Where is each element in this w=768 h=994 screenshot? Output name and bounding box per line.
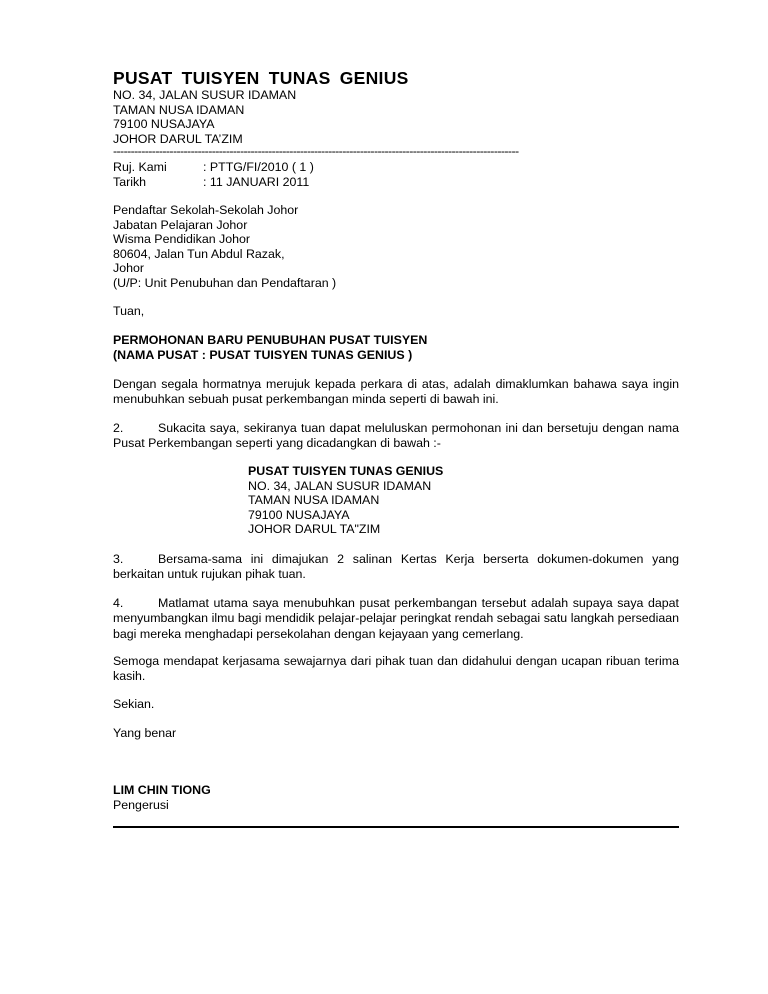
proposed-address-line: NO. 34, JALAN SUSUR IDAMAN	[248, 478, 432, 493]
paragraph-text: Bersama-sama ini dimajukan 2 salinan Kertas Kerja berserta dokumen-dokumen yang berkaitan untuk rujukan pihak tuan.	[113, 552, 679, 582]
proposed-address-line: JOHOR DARUL TA"ZIM	[248, 522, 381, 537]
tarikh-label: Tarikh	[113, 174, 147, 189]
recipient-line: Johor	[113, 261, 144, 276]
subject-heading	[113, 333, 427, 362]
recipient-line: Wisma Pendidikan Johor	[113, 232, 251, 247]
recipient-line: Pendaftar Sekolah-Sekolah Johor	[113, 203, 299, 217]
reference-row	[113, 160, 314, 175]
proposed-address-line: 79100 NUSAJAYA	[248, 507, 350, 522]
subject-line: (NAMA PUSAT : PUSAT TUISYEN TUNAS GENIUS )	[113, 347, 413, 362]
paragraph-text: Matlamat utama saya menubuhkan pusat perkembangan tersebut adalah supaya saya dapat menyumbangkan ilmu bagi mendidik pelajar-pelajar peringkat rendah sebagai satu langkah persediaan bagi mereka menghadapi persekolahan dengan kejayaan yang cemerlang.	[113, 596, 679, 641]
date-row	[113, 175, 314, 190]
recipient-line: Jabatan Pelajaran Johor	[113, 217, 248, 232]
subject-line: PERMOHONAN BARU PENUBUHAN PUSAT TUISYEN	[113, 333, 428, 347]
paragraph-number: 3.	[113, 552, 124, 566]
sekian-text: Sekian.	[113, 697, 155, 711]
paragraph-text: Sukacita saya, sekiranya tuan dapat meluluskan permohonan ini dan bersetuju dengan nama Pusat Perkembangan seperti yang dicadangkan di bawah :-	[113, 421, 679, 451]
intro-paragraph: Dengan segala hormatnya merujuk kepada perkara di atas, adalah dimaklumkan bahawa saya ingin menubuhkan sebuah pusat perkembangan minda seperti di bawah ini.	[113, 377, 679, 407]
proposed-address-line: TAMAN NUSA IDAMAN	[248, 493, 380, 508]
ruj-label: Ruj. Kami	[113, 160, 167, 174]
proposed-centre	[248, 464, 443, 537]
letterhead-address-line: TAMAN NUSA IDAMAN	[113, 102, 245, 117]
recipient-address	[113, 203, 336, 291]
letterhead-separator: -------------------------------------------------------------------------------------------------------------------	[113, 144, 519, 158]
letterhead-address-line: 79100 NUSAJAYA	[113, 117, 215, 132]
closing-paragraph: Semoga mendapat kerjasama sewajarnya dari pihak tuan dan didahului dengan ucapan ribuan terima kasih.	[113, 654, 679, 684]
letterhead-title: PUSAT TUISYEN TUNAS GENIUS	[113, 68, 409, 88]
footer-rule	[113, 826, 679, 828]
paragraph-number: 4.	[113, 596, 124, 610]
signatory-name: LIM CHIN TIONG	[113, 783, 211, 797]
paragraph-number: 2.	[113, 421, 124, 435]
letterhead-address	[113, 88, 296, 146]
salutation: Tuan,	[113, 304, 145, 318]
tarikh-value: : 11 JANUARI 2011	[203, 174, 310, 189]
recipient-line: (U/P: Unit Penubuhan dan Pendaftaran )	[113, 275, 337, 290]
signature-block	[113, 783, 211, 812]
paragraph-4	[113, 596, 679, 642]
proposed-centre-name: PUSAT TUISYEN TUNAS GENIUS	[248, 464, 444, 478]
recipient-line: 80604, Jalan Tun Abdul Razak,	[113, 246, 285, 261]
ruj-value: : PTTG/FI/2010 ( 1 )	[203, 160, 314, 174]
paragraph-2	[113, 421, 679, 452]
paragraph-3	[113, 552, 679, 583]
letterhead-address-line: NO. 34, JALAN SUSUR IDAMAN	[113, 88, 297, 102]
reference-block	[113, 160, 314, 189]
letterhead-address-line: JOHOR DARUL TA’ZIM	[113, 131, 243, 146]
yang-benar-text: Yang benar	[113, 726, 177, 740]
signatory-position: Pengerusi	[113, 797, 169, 812]
